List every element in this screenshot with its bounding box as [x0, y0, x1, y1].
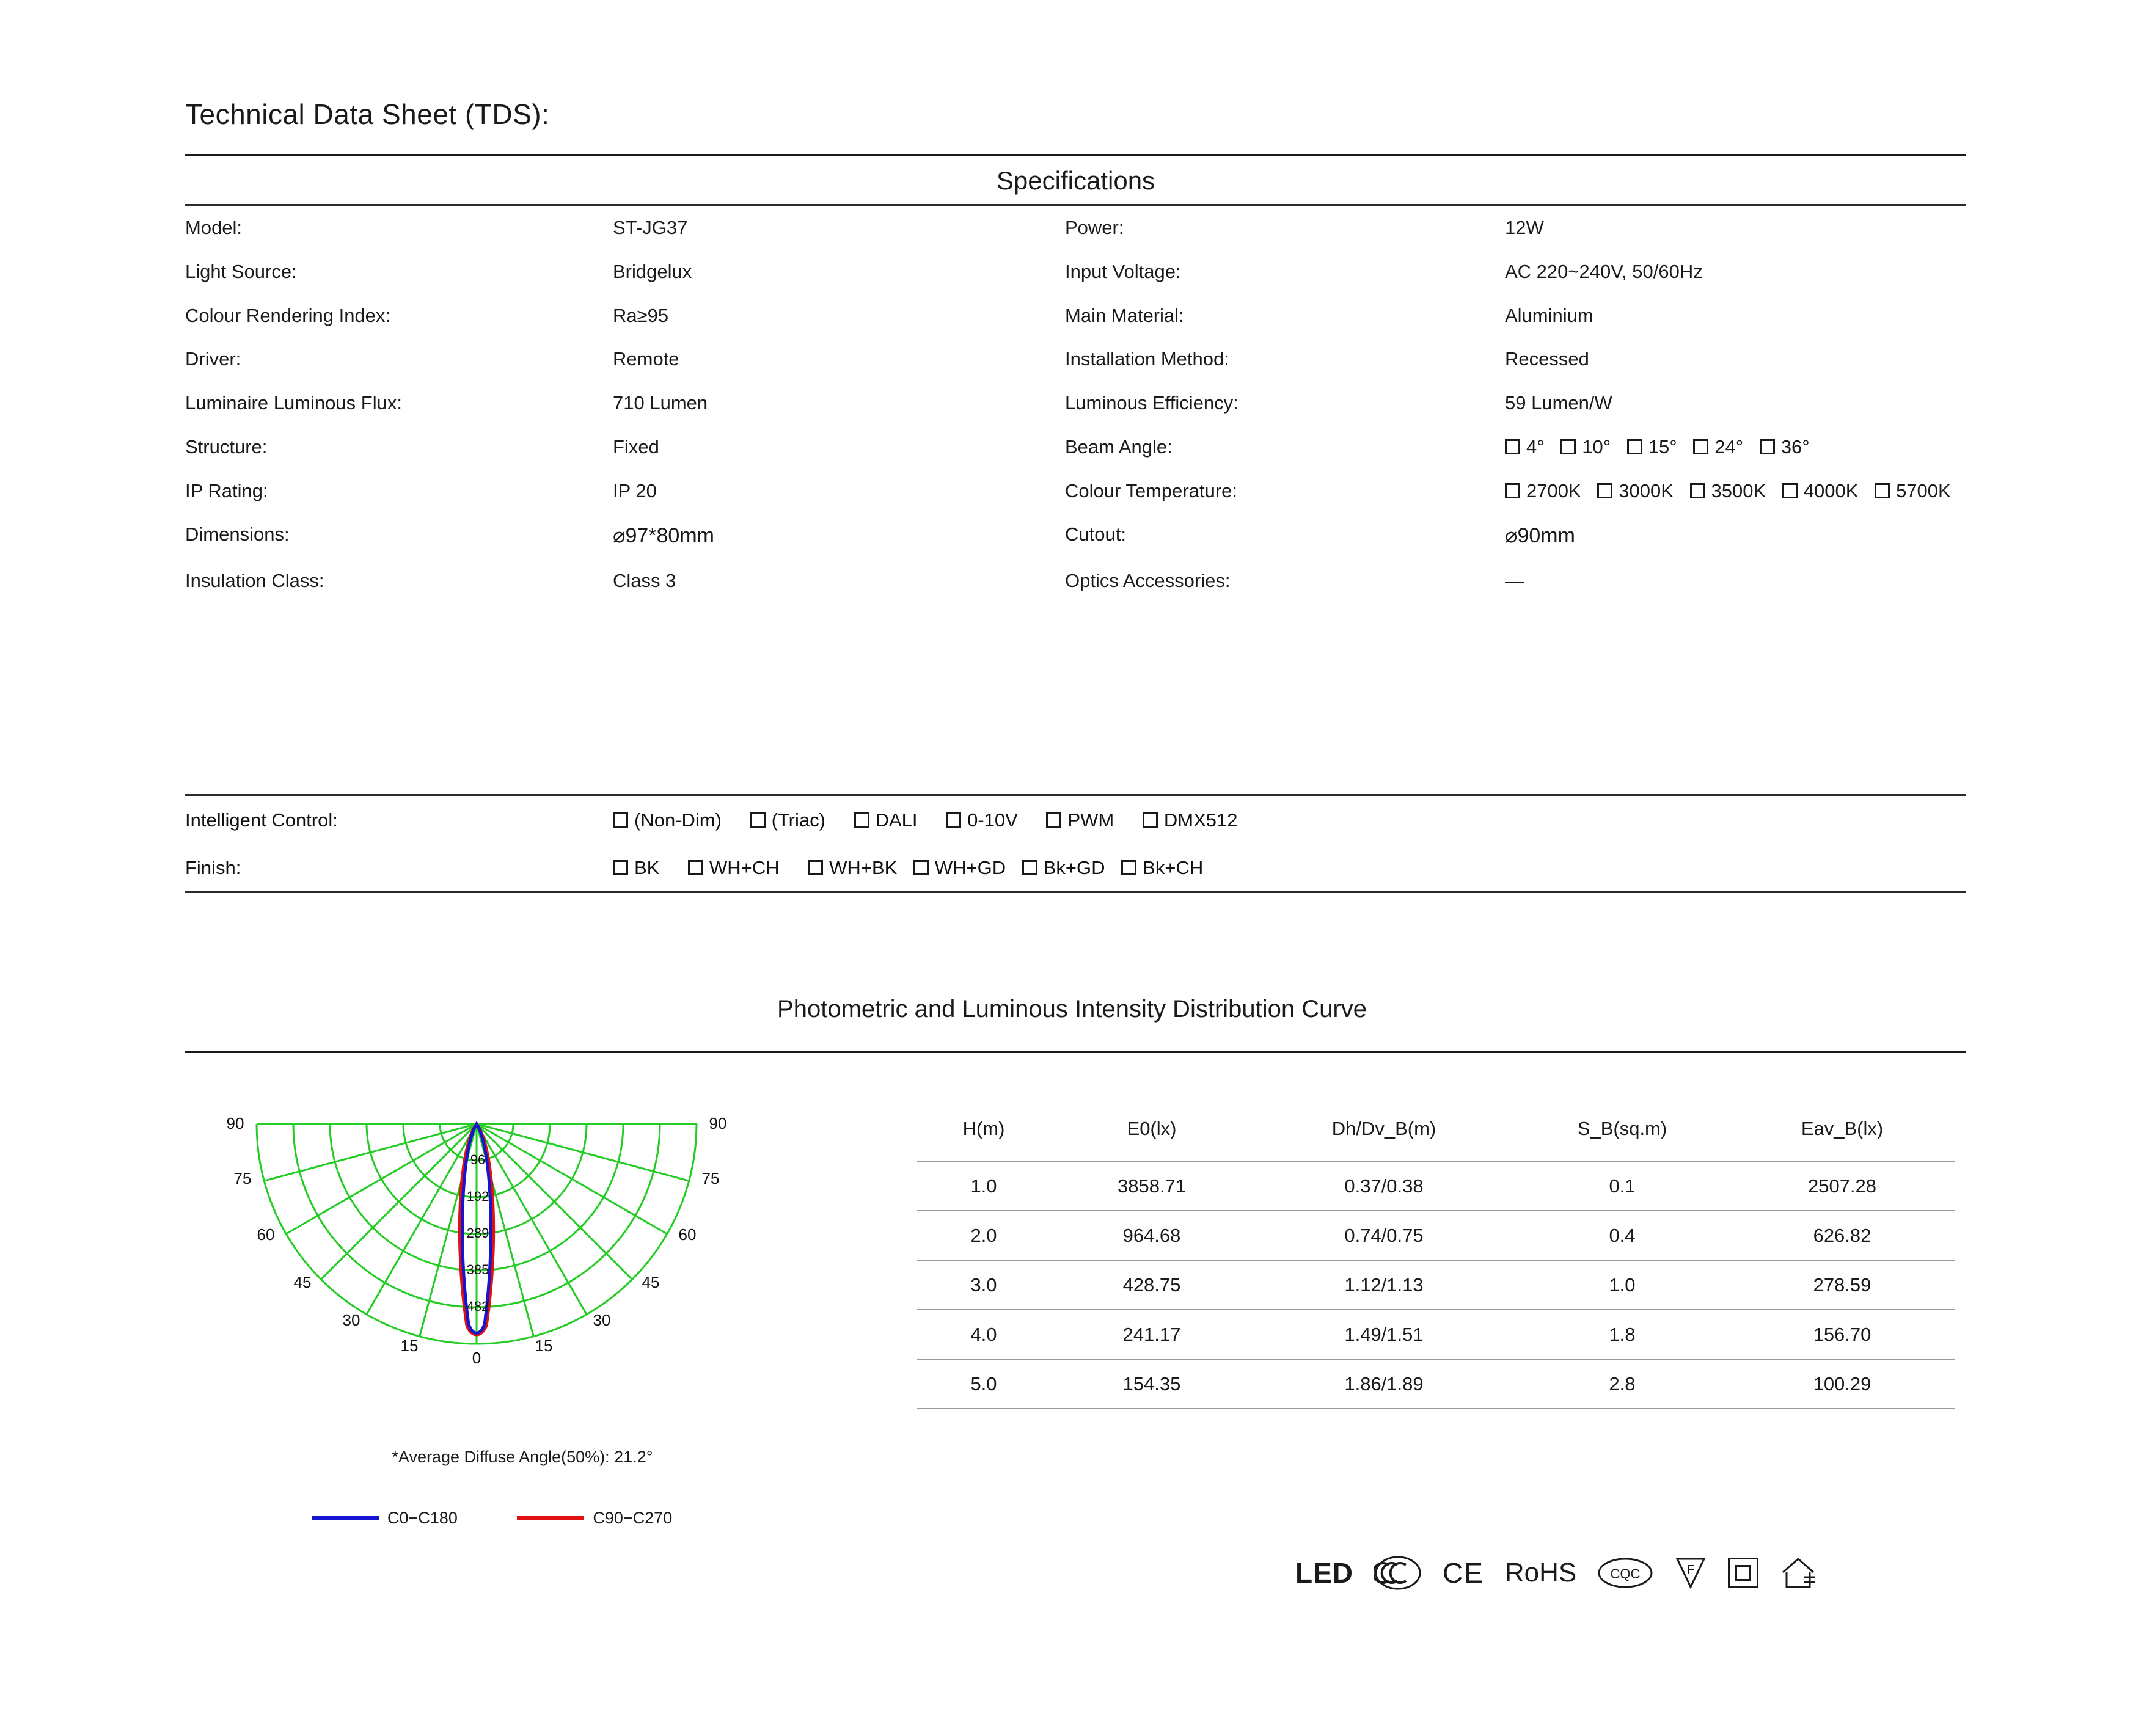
spec-value: 710 Lumen: [613, 392, 708, 414]
svg-text:15: 15: [400, 1337, 419, 1355]
table-row: [917, 1161, 1955, 1211]
cell-height: 2.0: [917, 1211, 1051, 1260]
page-title: Technical Data Sheet (TDS):: [185, 98, 550, 130]
photometric-data-table-wrap: [917, 1112, 1955, 1409]
divider-photometric: [185, 1051, 1966, 1053]
svg-text:45: 45: [642, 1273, 660, 1291]
checkbox-icon[interactable]: [1143, 812, 1158, 828]
photometric-data-table: [917, 1112, 1955, 1409]
control-option[interactable]: (Triac): [750, 809, 825, 831]
table-header-row: [917, 1112, 1955, 1161]
cell-sb: 0.1: [1515, 1161, 1729, 1211]
control-option[interactable]: 0-10V: [946, 809, 1018, 831]
checkbox-icon[interactable]: [1875, 483, 1890, 498]
column-header: E0(lx): [1127, 1118, 1177, 1139]
table-row: [185, 337, 1966, 381]
spec-value: Fixed: [613, 436, 659, 458]
checkbox-icon[interactable]: [1690, 483, 1705, 498]
spec-label: IP Rating:: [185, 480, 268, 501]
cqc-icon: [1597, 1557, 1653, 1589]
checkbox-icon[interactable]: [1597, 483, 1612, 498]
colour-temperature-options: [1505, 469, 1966, 513]
beam-angle-option[interactable]: 10°: [1560, 436, 1611, 459]
finish-option[interactable]: Bk+CH: [1121, 857, 1203, 879]
finish-option[interactable]: Bk+GD: [1022, 857, 1105, 879]
f-mark-icon: [1674, 1555, 1707, 1591]
table-row: [917, 1211, 1955, 1260]
spec-value: Aluminium: [1505, 304, 1593, 326]
spec-label: Optics Accessories:: [1065, 569, 1231, 591]
checkbox-icon[interactable]: [1627, 439, 1642, 454]
cell-dhdv: 1.12/1.13: [1253, 1260, 1515, 1310]
cell-eav: 2507.28: [1729, 1161, 1955, 1211]
spec-label: Input Voltage:: [1065, 260, 1181, 282]
beam-angle-options: [1505, 425, 1966, 469]
legend-line-icon: [312, 1516, 379, 1520]
checkbox-icon[interactable]: [1022, 860, 1037, 875]
recessed-mounting-icon: [1779, 1555, 1817, 1591]
spec-value: Ra≥95: [613, 304, 669, 326]
table-row: [917, 1359, 1955, 1409]
colour-temperature-option[interactable]: 3500K: [1690, 480, 1766, 503]
checkbox-icon[interactable]: [946, 812, 961, 828]
colour-temperature-option[interactable]: 5700K: [1875, 480, 1951, 503]
spec-label: Dimensions:: [185, 523, 290, 545]
spec-value: Remote: [613, 348, 679, 370]
divider-below-finish: [185, 891, 1966, 893]
spec-value: ⌀90mm: [1505, 524, 1575, 548]
spec-label: Structure:: [185, 436, 268, 458]
column-header: H(m): [962, 1118, 1005, 1139]
spec-value: ⌀97*80mm: [613, 524, 714, 548]
legend-line-icon: [517, 1516, 584, 1520]
cell-e0: 3858.71: [1051, 1161, 1253, 1211]
checkbox-icon[interactable]: [1693, 439, 1708, 454]
spec-label: Cutout:: [1065, 523, 1126, 545]
spec-label: Luminaire Luminous Flux:: [185, 392, 402, 414]
checkbox-icon[interactable]: [750, 812, 766, 828]
svg-text:CQC: CQC: [1610, 1566, 1641, 1581]
column-header: Eav_B(lx): [1801, 1118, 1884, 1139]
spec-label: Insulation Class:: [185, 569, 324, 591]
beam-angle-option[interactable]: 24°: [1693, 436, 1743, 459]
control-finish-section: [185, 794, 1966, 893]
polar-radial-value: 96: [470, 1152, 486, 1167]
table-row: [917, 1310, 1955, 1359]
cell-height: 3.0: [917, 1260, 1051, 1310]
table-row: [185, 844, 1966, 891]
svg-text:90: 90: [226, 1114, 244, 1132]
colour-temperature-option[interactable]: 2700K: [1505, 480, 1581, 503]
spec-value: ST-JG37: [613, 217, 688, 238]
control-option[interactable]: DALI: [854, 809, 918, 831]
photometric-title: Photometric and Luminous Intensity Distribution Curve: [777, 996, 1367, 1023]
checkbox-icon[interactable]: [613, 812, 628, 828]
svg-text:F: F: [1687, 1563, 1695, 1577]
checkbox-icon[interactable]: [1505, 483, 1520, 498]
svg-text:75: 75: [701, 1169, 720, 1187]
polar-radial-value: 289: [466, 1225, 489, 1241]
svg-text:90: 90: [709, 1114, 727, 1132]
cell-eav: 100.29: [1729, 1359, 1955, 1409]
svg-text:60: 60: [257, 1225, 275, 1244]
diffuse-angle-note: *Average Diffuse Angle(50%): 21.2°: [392, 1448, 653, 1466]
table-row: [185, 206, 1966, 250]
beam-angle-option[interactable]: 36°: [1760, 436, 1810, 459]
spec-label: Beam Angle:: [1065, 436, 1173, 458]
checkbox-icon[interactable]: [1046, 812, 1061, 828]
checkbox-icon[interactable]: [688, 860, 703, 875]
intelligent-control-label: Intelligent Control:: [185, 809, 338, 831]
legend-item-c90-c270: [517, 1509, 672, 1528]
svg-text:30: 30: [593, 1311, 611, 1329]
spec-label: Colour Rendering Index:: [185, 304, 391, 326]
legend-label: C0−C180: [387, 1509, 458, 1527]
ce-mark: CE: [1443, 1557, 1484, 1589]
spec-label: Model:: [185, 217, 243, 238]
ccc-icon: [1374, 1555, 1422, 1591]
spec-value: Bridgelux: [613, 260, 692, 282]
table-row: [917, 1260, 1955, 1310]
spec-label: Light Source:: [185, 260, 297, 282]
certification-marks: [1295, 1545, 1817, 1600]
spec-label: Driver:: [185, 348, 241, 370]
cell-dhdv: 0.74/0.75: [1253, 1211, 1515, 1260]
finish-option[interactable]: BK: [613, 857, 659, 879]
spec-value: AC 220~240V, 50/60Hz: [1505, 260, 1703, 282]
cell-height: 5.0: [917, 1359, 1051, 1409]
table-row: [185, 250, 1966, 294]
spec-label: Colour Temperature:: [1065, 480, 1238, 501]
rohs-mark: RoHS: [1504, 1558, 1577, 1588]
table-row: [185, 469, 1966, 513]
svg-text:30: 30: [342, 1311, 360, 1329]
cell-height: 1.0: [917, 1161, 1051, 1211]
table-row: [185, 512, 1966, 559]
polar-legend: [312, 1509, 727, 1528]
column-header: S_B(sq.m): [1577, 1118, 1667, 1139]
control-finish-table: [185, 796, 1966, 891]
beam-angle-option[interactable]: 4°: [1505, 436, 1545, 459]
spec-value: Recessed: [1505, 348, 1589, 370]
colour-temperature-option[interactable]: 4000K: [1782, 480, 1859, 503]
cell-sb: 0.4: [1515, 1211, 1729, 1260]
beam-angle-option[interactable]: 15°: [1627, 436, 1677, 459]
cell-height: 4.0: [917, 1310, 1051, 1359]
specifications-section: [185, 154, 1966, 603]
control-option[interactable]: DMX512: [1143, 809, 1238, 831]
svg-text:0: 0: [472, 1349, 481, 1367]
checkbox-icon[interactable]: [1760, 439, 1775, 454]
polar-diagram-svg: [202, 1087, 874, 1454]
control-option[interactable]: (Non-Dim): [613, 809, 722, 831]
checkbox-icon[interactable]: [613, 860, 628, 875]
finish-option[interactable]: WH+CH: [688, 857, 780, 879]
svg-text:60: 60: [678, 1225, 697, 1244]
table-row: [185, 294, 1966, 338]
cell-e0: 964.68: [1051, 1211, 1253, 1260]
cell-sb: 2.8: [1515, 1359, 1729, 1409]
polar-radial-value: 385: [466, 1262, 489, 1277]
spec-value: IP 20: [613, 480, 657, 501]
svg-text:75: 75: [233, 1169, 252, 1187]
cell-dhdv: 1.49/1.51: [1253, 1310, 1515, 1359]
spec-value: —: [1505, 569, 1524, 591]
led-logo: LED: [1295, 1557, 1353, 1589]
spec-value: 59 Lumen/W: [1505, 392, 1612, 414]
colour-temperature-option[interactable]: 3000K: [1597, 480, 1674, 503]
spec-label: Main Material:: [1065, 304, 1184, 326]
table-row: [185, 559, 1966, 603]
cell-e0: 241.17: [1051, 1310, 1253, 1359]
class-ii-icon: [1728, 1558, 1758, 1588]
spec-label: Luminous Efficiency:: [1065, 392, 1238, 414]
finish-options: [613, 844, 1966, 891]
specifications-heading: Specifications: [996, 166, 1155, 195]
control-option[interactable]: PWM: [1046, 809, 1114, 831]
cell-dhdv: 1.86/1.89: [1253, 1359, 1515, 1409]
cell-sb: 1.8: [1515, 1310, 1729, 1359]
legend-label: C90−C270: [593, 1509, 673, 1527]
cell-e0: 154.35: [1051, 1359, 1253, 1409]
spec-label: Installation Method:: [1065, 348, 1229, 370]
specifications-table: [185, 206, 1966, 603]
checkbox-icon[interactable]: [1505, 439, 1520, 454]
polar-radial-value: 192: [466, 1189, 489, 1204]
checkbox-icon[interactable]: [1782, 483, 1798, 498]
column-header: Dh/Dv_B(m): [1331, 1118, 1436, 1139]
spec-label: Power:: [1065, 217, 1124, 238]
cell-dhdv: 0.37/0.38: [1253, 1161, 1515, 1211]
polar-radial-value: 482: [466, 1299, 489, 1314]
table-row: [185, 381, 1966, 425]
svg-text:45: 45: [293, 1273, 312, 1291]
spec-value: Class 3: [613, 569, 676, 591]
finish-label: Finish:: [185, 857, 241, 878]
intelligent-control-options: [613, 796, 1966, 844]
cell-eav: 278.59: [1729, 1260, 1955, 1310]
cell-eav: 626.82: [1729, 1211, 1955, 1260]
cell-eav: 156.70: [1729, 1310, 1955, 1359]
spec-value: 12W: [1505, 217, 1544, 238]
legend-item-c0-c180: [312, 1509, 458, 1528]
cell-sb: 1.0: [1515, 1260, 1729, 1310]
finish-option[interactable]: WH+BK: [808, 857, 897, 879]
svg-text:15: 15: [535, 1337, 553, 1355]
table-row: [185, 796, 1966, 844]
checkbox-icon[interactable]: [1121, 860, 1136, 875]
cell-e0: 428.75: [1051, 1260, 1253, 1310]
finish-option[interactable]: WH+GD: [913, 857, 1006, 879]
checkbox-icon[interactable]: [808, 860, 823, 875]
table-row: [185, 425, 1966, 469]
checkbox-icon[interactable]: [854, 812, 869, 828]
checkbox-icon[interactable]: [1560, 439, 1576, 454]
checkbox-icon[interactable]: [913, 860, 929, 875]
polar-diagram: [202, 1087, 898, 1600]
